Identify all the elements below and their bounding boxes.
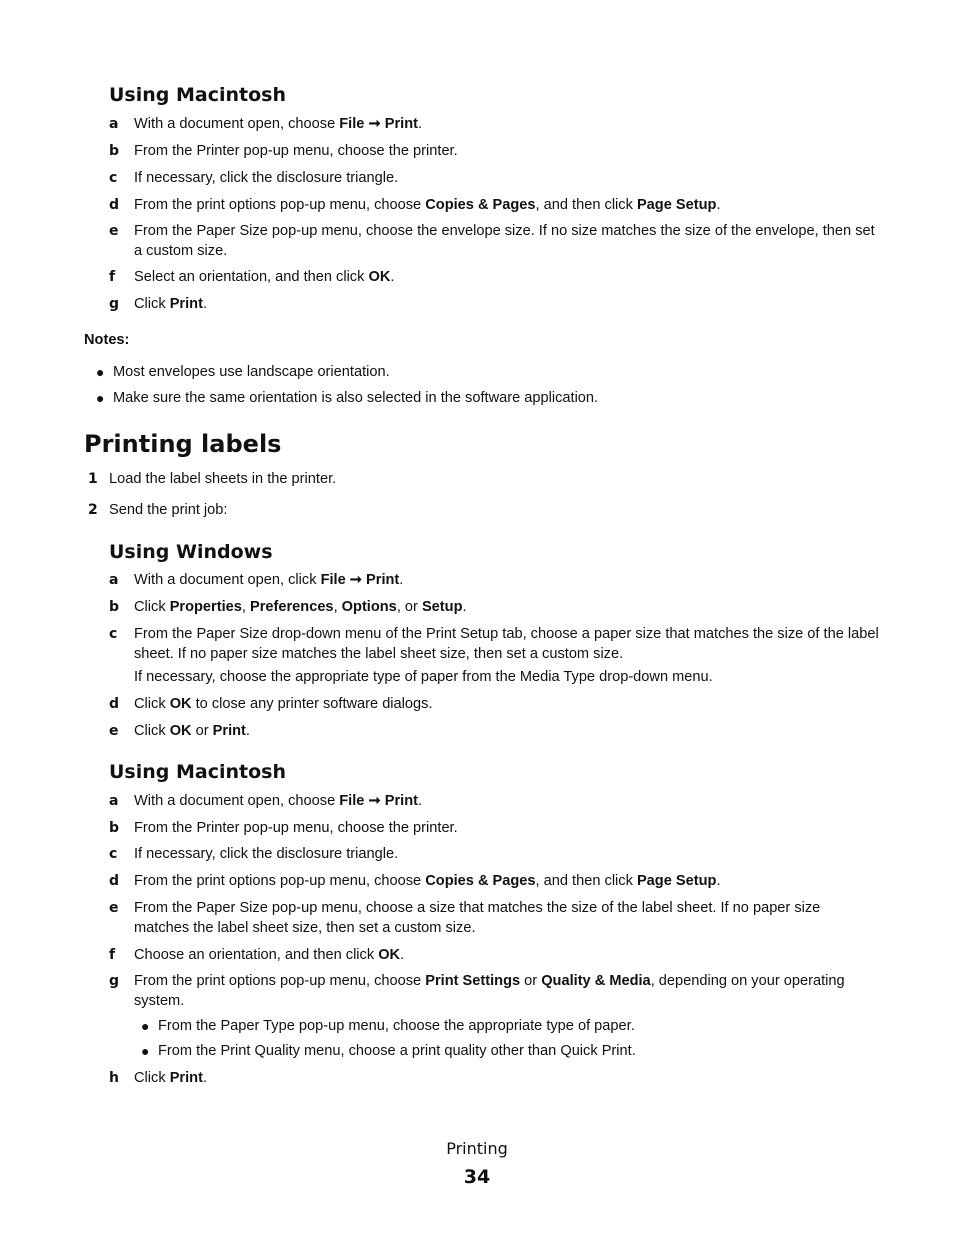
step-1: 1 Load the label sheets in the printer. (88, 471, 337, 487)
bullet-icon: ● (96, 390, 105, 406)
subheading-windows: Using Windows (109, 541, 273, 563)
step-c: c If necessary, click the disclosure triangle. (109, 846, 399, 862)
step-2: 2 Send the print job: (88, 502, 228, 518)
step-c: c From the Paper Size drop-down menu of the Print Setup tab, choose a paper size that matches the size of the label sheet. If no paper size matches the label sheet size, then set a custom size. (109, 626, 879, 662)
step-a: a With a document open, click File ➞ Print. (109, 572, 404, 588)
footer-section-name: Printing (446, 1139, 508, 1158)
step-b: b From the Printer pop-up menu, choose the printer. (109, 143, 458, 159)
bullet-icon: ● (141, 1043, 150, 1059)
step-g: g From the print options pop-up menu, choose Print Settings or Quality & Media, depending on your operating system. (109, 973, 845, 1009)
section-title-printing-labels: Printing labels (84, 430, 282, 458)
step-a: a With a document open, choose File ➞ Print. (109, 793, 423, 809)
subheading-mac-labels: Using Macintosh (109, 761, 286, 783)
page-number: 34 (463, 1166, 491, 1188)
step-h: h Click Print. (109, 1070, 207, 1086)
step-e: e Click OK or Print. (109, 723, 250, 739)
step-b: b Click Properties, Preferences, Options, or Setup. (109, 599, 467, 615)
step-f: f Select an orientation, and then click OK. (109, 269, 395, 285)
sub-bullet-item: ● From the Print Quality menu, choose a print quality other than Quick Print. (141, 1043, 636, 1059)
sub-bullet-item: ● From the Paper Type pop-up menu, choose the appropriate type of paper. (141, 1018, 635, 1034)
bullet-icon: ● (96, 364, 105, 380)
note-item: ● Most envelopes use landscape orientation. (96, 364, 390, 380)
step-g: g Click Print. (109, 296, 207, 312)
step-e: e From the Paper Size pop-up menu, choose the envelope size. If no size matches the size of the envelope, then set a custom size. (109, 223, 875, 259)
step-d: d Click OK to close any printer software dialogs. (109, 696, 433, 712)
step-a: a With a document open, choose File ➞ Print. (109, 116, 423, 132)
subheading-mac-envelopes: Using Macintosh (109, 84, 286, 106)
note-item: ● Make sure the same orientation is also selected in the software application. (96, 390, 599, 406)
step-b: b From the Printer pop-up menu, choose the printer. (109, 820, 458, 836)
notes-label: Notes: (84, 332, 130, 348)
step-f: f Choose an orientation, and then click OK. (109, 947, 405, 963)
bullet-icon: ● (141, 1018, 150, 1034)
step-d: d From the print options pop-up menu, choose Copies & Pages, and then click Page Setup. (109, 873, 721, 889)
step-c: c If necessary, click the disclosure triangle. (109, 170, 399, 186)
step-e: e From the Paper Size pop-up menu, choose a size that matches the size of the label sheet. If no paper size matches the label sheet size, then set a custom size. (109, 900, 821, 936)
step-c-note: If necessary, choose the appropriate type of paper from the Media Type drop-down menu. (134, 669, 713, 685)
step-d: d From the print options pop-up menu, choose Copies & Pages, and then click Page Setup. (109, 197, 721, 213)
